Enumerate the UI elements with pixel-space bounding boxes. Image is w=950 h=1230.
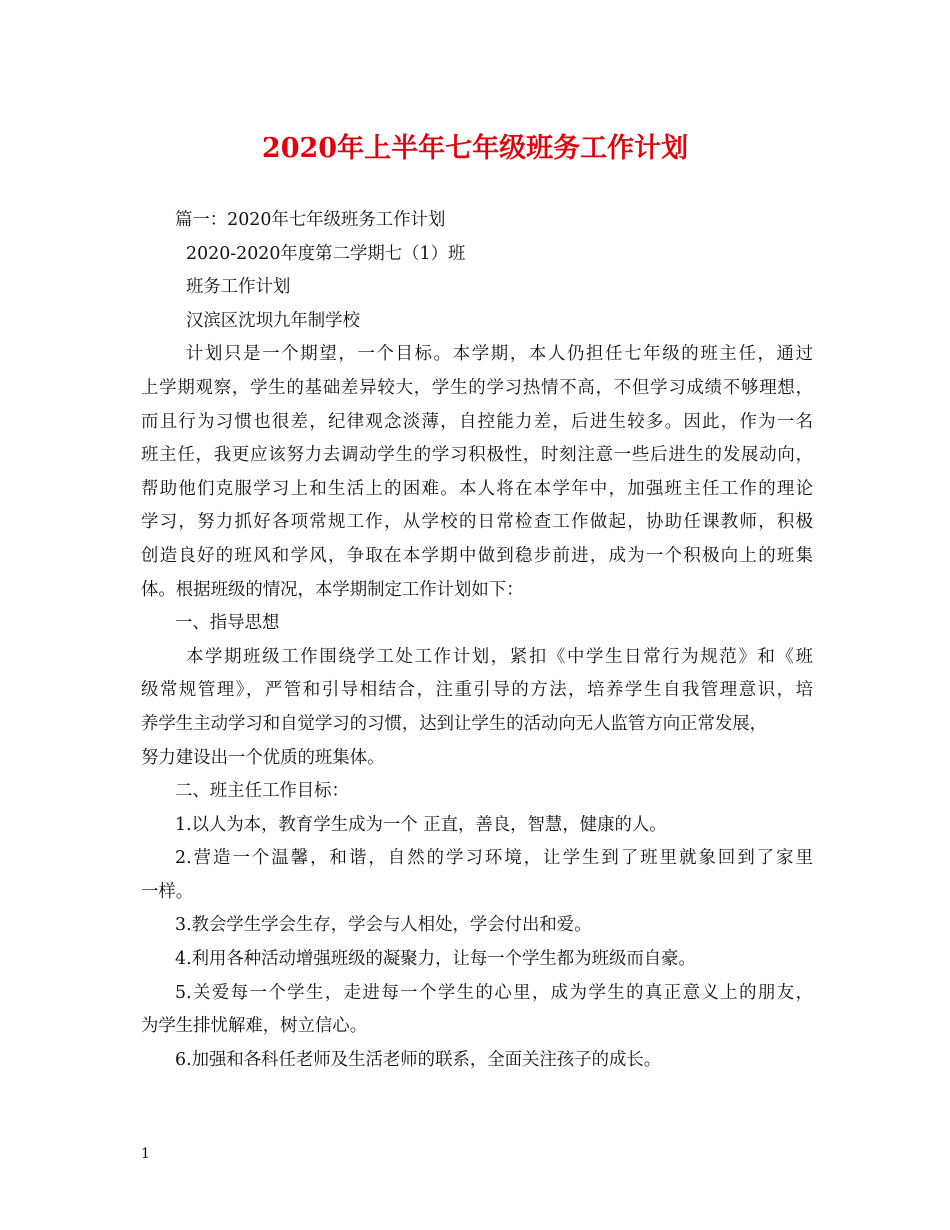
- section-heading: 一、指导思想: [175, 613, 280, 634]
- list-item: 5.关爱每一个学生，走进每一个学生的心里，成为学生的真正意义上的朋友，: [175, 982, 813, 1003]
- list-item: 6.加强和各科任老师及生活老师的联系，全面关注孩子的成长。: [175, 1049, 662, 1070]
- text-line: 帮助他们克服学习上和生活上的困难。本人将在本学年中，加强班主任工作的理论: [141, 478, 813, 499]
- page-number: 1: [141, 1146, 150, 1162]
- text-line: 体。根据班级的情况，本学期制定工作计划如下：: [141, 579, 524, 600]
- text-line: 2020-2020年度第二学期七（1）班: [186, 243, 466, 264]
- document-body: [141, 204, 813, 1077]
- text-line: 级常规管理》，严管和引导相结合，注重引导的方法，培养学生自我管理意识，培: [141, 680, 813, 701]
- text-line: 养学生主动学习和自觉学习的习惯，达到让学生的活动向无人监管方向正常发展，: [141, 713, 768, 734]
- text-line: 本学期班级工作围绕学工处工作计划，紧扣《中学生日常行为规范》和《班: [186, 646, 813, 667]
- text-line: 班务工作计划: [186, 277, 291, 298]
- text-line: 计划只是一个期望，一个目标。本学期，本人仍担任七年级的班主任，通过: [186, 344, 813, 365]
- text-line: 一样。: [141, 881, 194, 902]
- text-line: 为学生排忧解难，树立信心。: [141, 1016, 368, 1037]
- list-item: 2.营造一个温馨，和谐，自然的学习环境，让学生到了班里就象回到了家里: [175, 848, 813, 869]
- text-line: 班主任，我更应该努力去调动学生的学习积极性，时刻注意一些后进生的发展动向，: [141, 445, 813, 466]
- text-line: 汉滨区沈坝九年制学校: [186, 310, 360, 331]
- text-line: 而且行为习惯也很差，纪律观念淡薄，自控能力差，后进生较多。因此，作为一名: [141, 411, 813, 432]
- text-line: 努力建设出一个优质的班集体。: [141, 747, 385, 768]
- list-item: 1.以人为本，教育学生成为一个 正直，善良，智慧，健康的人。: [175, 814, 667, 835]
- list-item: 3.教会学生学会生存，学会与人相处，学会付出和爱。: [175, 915, 592, 936]
- text-line: 上学期观察，学生的基础差异较大，学生的学习热情不高，不但学习成绩不够理想，: [141, 377, 813, 398]
- text-line: 学习，努力抓好各项常规工作，从学校的日常检查工作做起，协助任课教师，积极: [141, 512, 813, 533]
- document-title: 2020年上半年七年级班务工作计划: [261, 133, 689, 164]
- section-heading: 二、班主任工作目标：: [175, 781, 349, 802]
- text-line: 篇一：2020年七年级班务工作计划: [175, 210, 446, 230]
- list-item: 4.利用各种活动增强班级的凝聚力，让每一个学生都为班级而自豪。: [175, 949, 696, 970]
- text-line: 创造良好的班风和学风，争取在本学期中做到稳步前进，成为一个积极向上的班集: [141, 545, 813, 566]
